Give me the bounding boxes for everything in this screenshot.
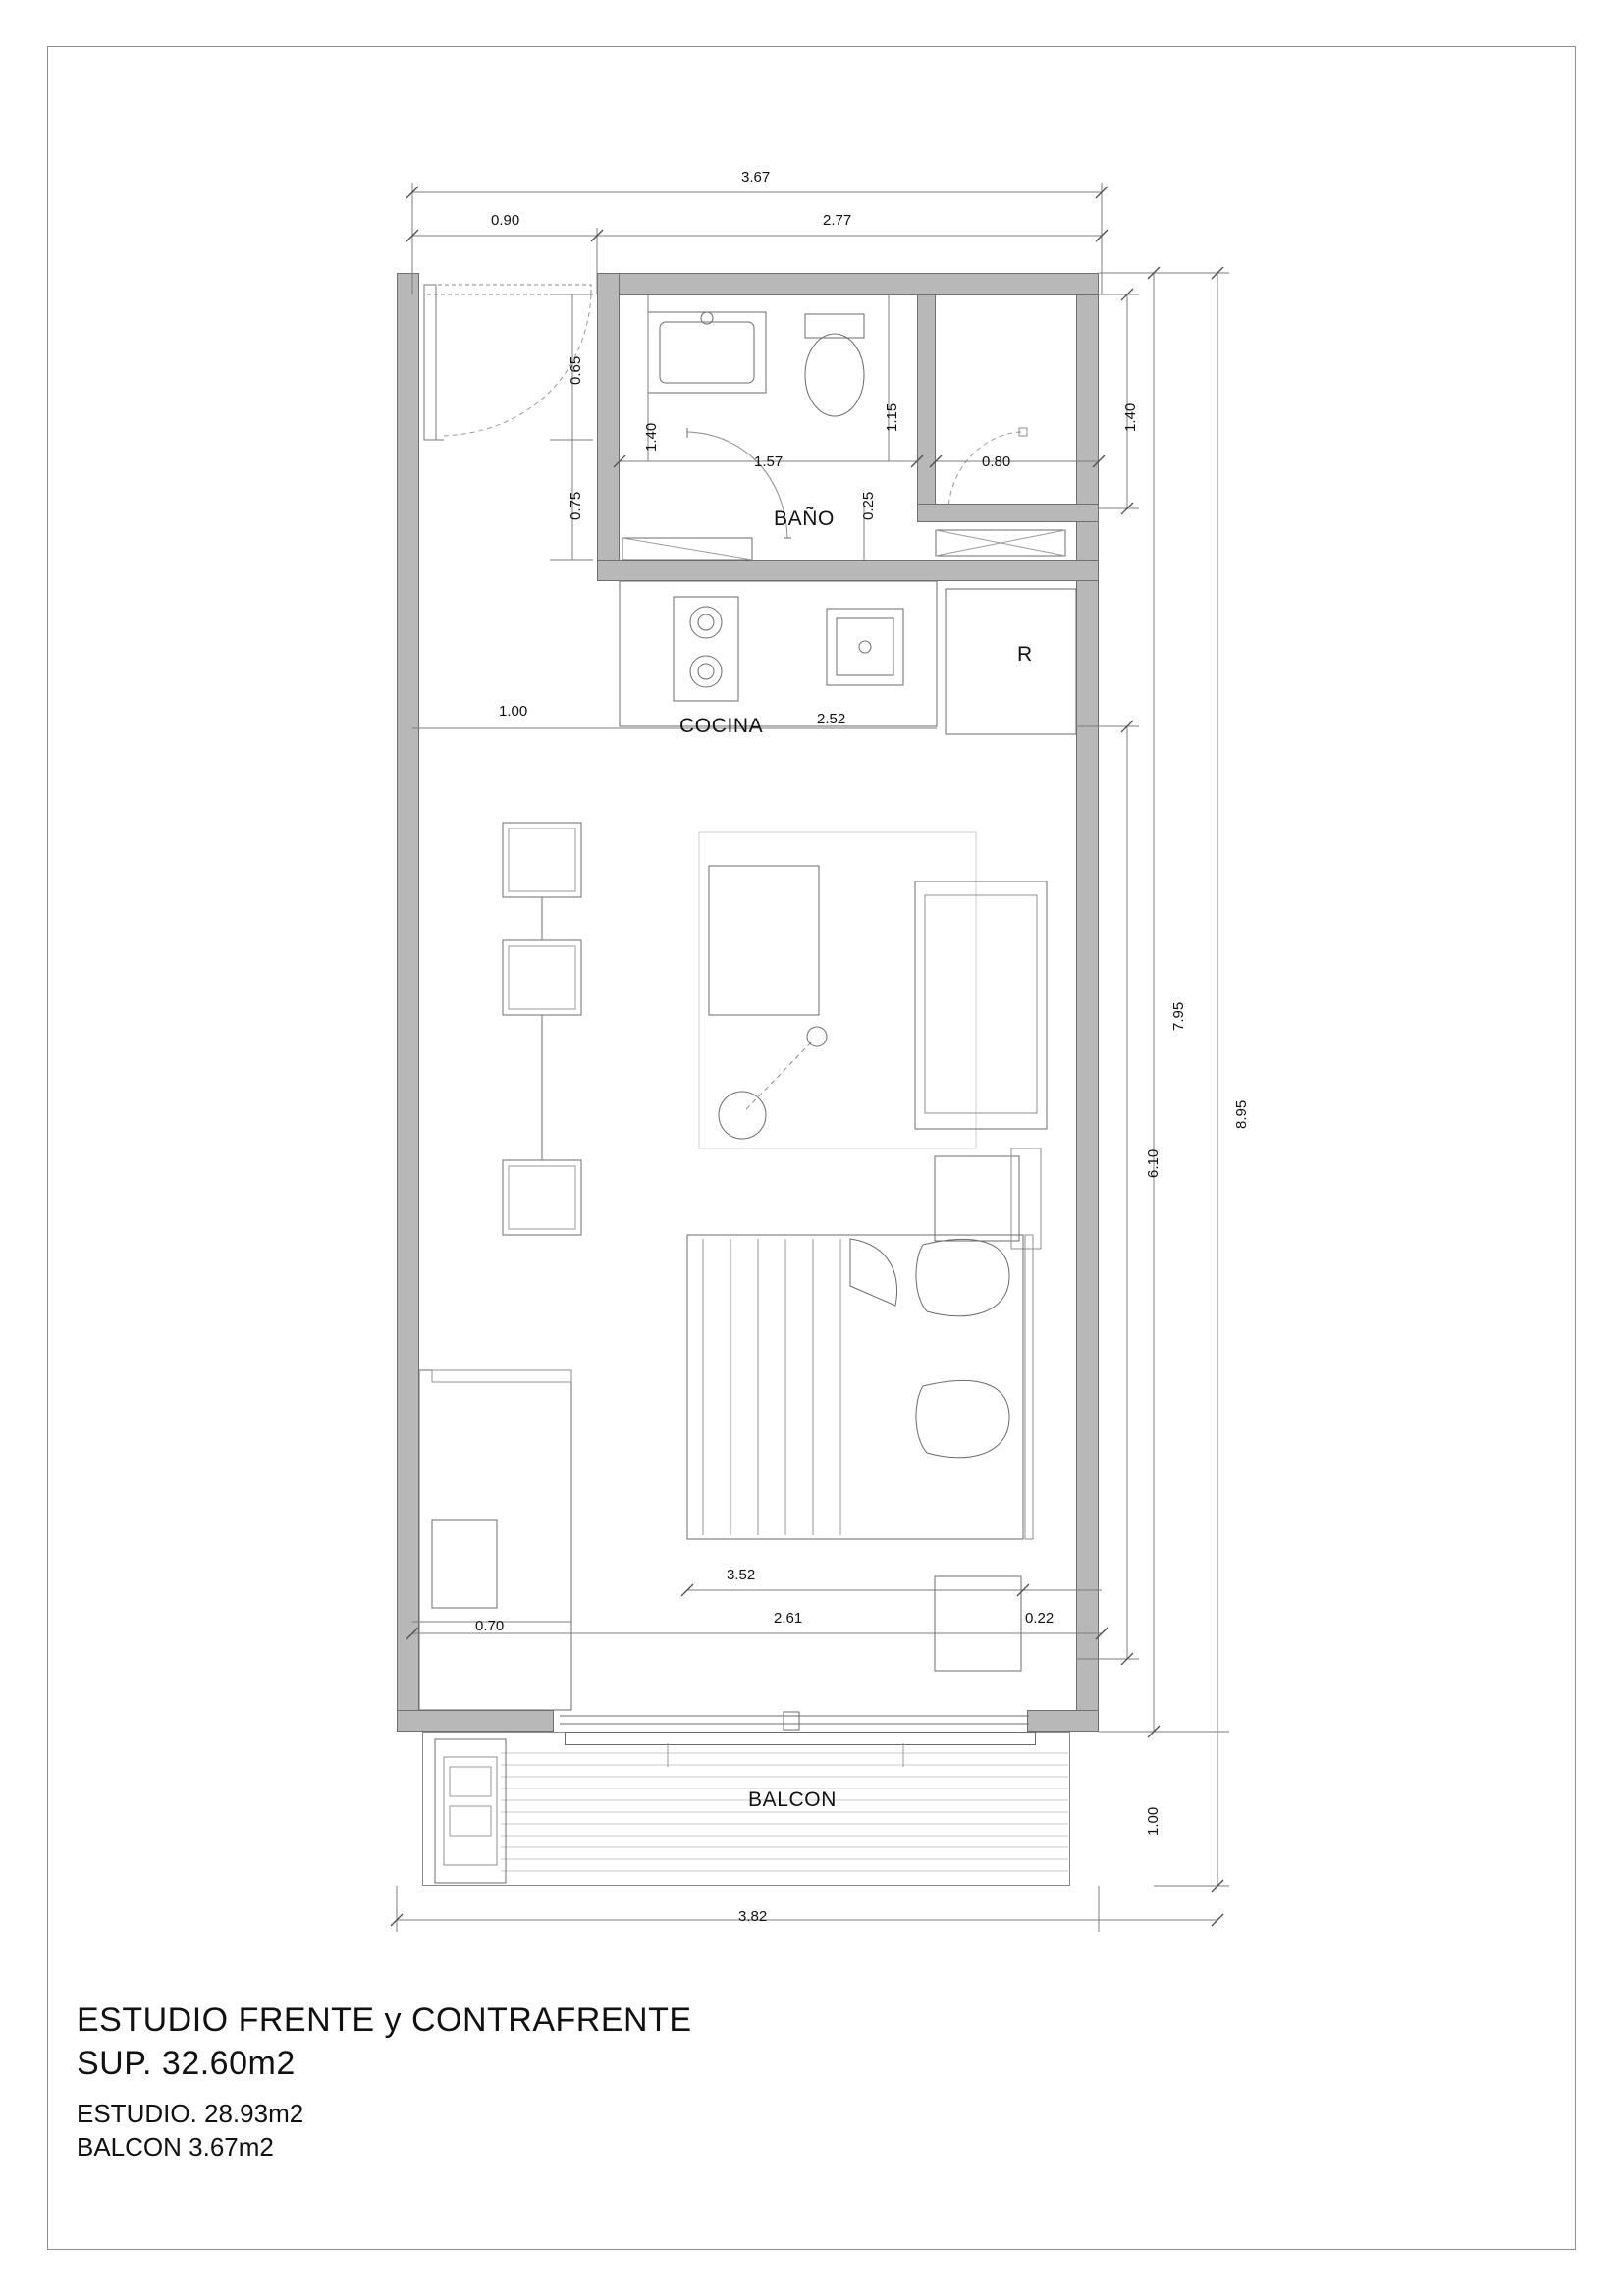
dim-bath-025: 0.25 (860, 491, 877, 520)
dim-top-left: 0.90 (491, 212, 520, 229)
dim-bottom-352: 3.52 (727, 1567, 756, 1583)
dim-kitchen-252: 2.52 (817, 711, 846, 727)
title-block (77, 1999, 692, 2163)
dim-bottom-022: 0.22 (1025, 1610, 1055, 1627)
title-line-2: SUP. 32.60m2 (77, 2045, 296, 2082)
wall-left-exterior (397, 273, 419, 1732)
wall-bathroom-bottom (597, 560, 1099, 581)
dim-bottom-261: 2.61 (774, 1610, 803, 1627)
wall-top-exterior (597, 273, 1099, 295)
dim-right-895: 8.95 (1233, 1099, 1250, 1129)
wall-right-exterior (1076, 273, 1099, 1732)
dim-bath-115: 1.15 (884, 402, 900, 432)
room-label-bano: BAÑO (774, 507, 835, 530)
wall-bottom-right (1027, 1710, 1099, 1732)
wall-bathroom-right-lower (917, 504, 1099, 522)
title-line-4: BALCON 3.67m2 (77, 2132, 274, 2162)
title-line-1: ESTUDIO FRENTE y CONTRAFRENTE (77, 2002, 692, 2039)
dim-bath-075: 0.75 (568, 491, 584, 520)
wall-bathroom-right (917, 294, 936, 510)
dim-top-right: 2.77 (823, 212, 852, 229)
dim-bottom-070: 0.70 (475, 1618, 505, 1634)
dim-right-100: 1.00 (1145, 1806, 1162, 1836)
wall-bottom-left (397, 1710, 554, 1732)
dim-bottom-382: 3.82 (738, 1908, 768, 1925)
title-line-3: ESTUDIO. 28.93m2 (77, 2099, 304, 2128)
balcony-slab (422, 1732, 1070, 1886)
wall-bathroom-left (597, 273, 620, 562)
room-label-cocina: COCINA (679, 715, 764, 737)
dim-bath-080: 0.80 (982, 454, 1011, 470)
dim-kitchen-100: 1.00 (499, 703, 528, 720)
dim-bath-140a: 1.40 (643, 422, 660, 452)
room-label-refrigerator: R (1017, 643, 1033, 666)
room-label-balcon: BALCON (748, 1789, 837, 1811)
dim-right-795: 7.95 (1170, 1001, 1187, 1031)
dim-bath-065: 0.65 (568, 355, 584, 385)
dim-bath-140b: 1.40 (1122, 402, 1139, 432)
dim-bath-157: 1.57 (754, 454, 784, 470)
dim-right-610: 6.10 (1145, 1148, 1162, 1178)
dim-top-overall: 3.67 (741, 169, 771, 186)
balcony-railing (565, 1732, 1036, 1745)
